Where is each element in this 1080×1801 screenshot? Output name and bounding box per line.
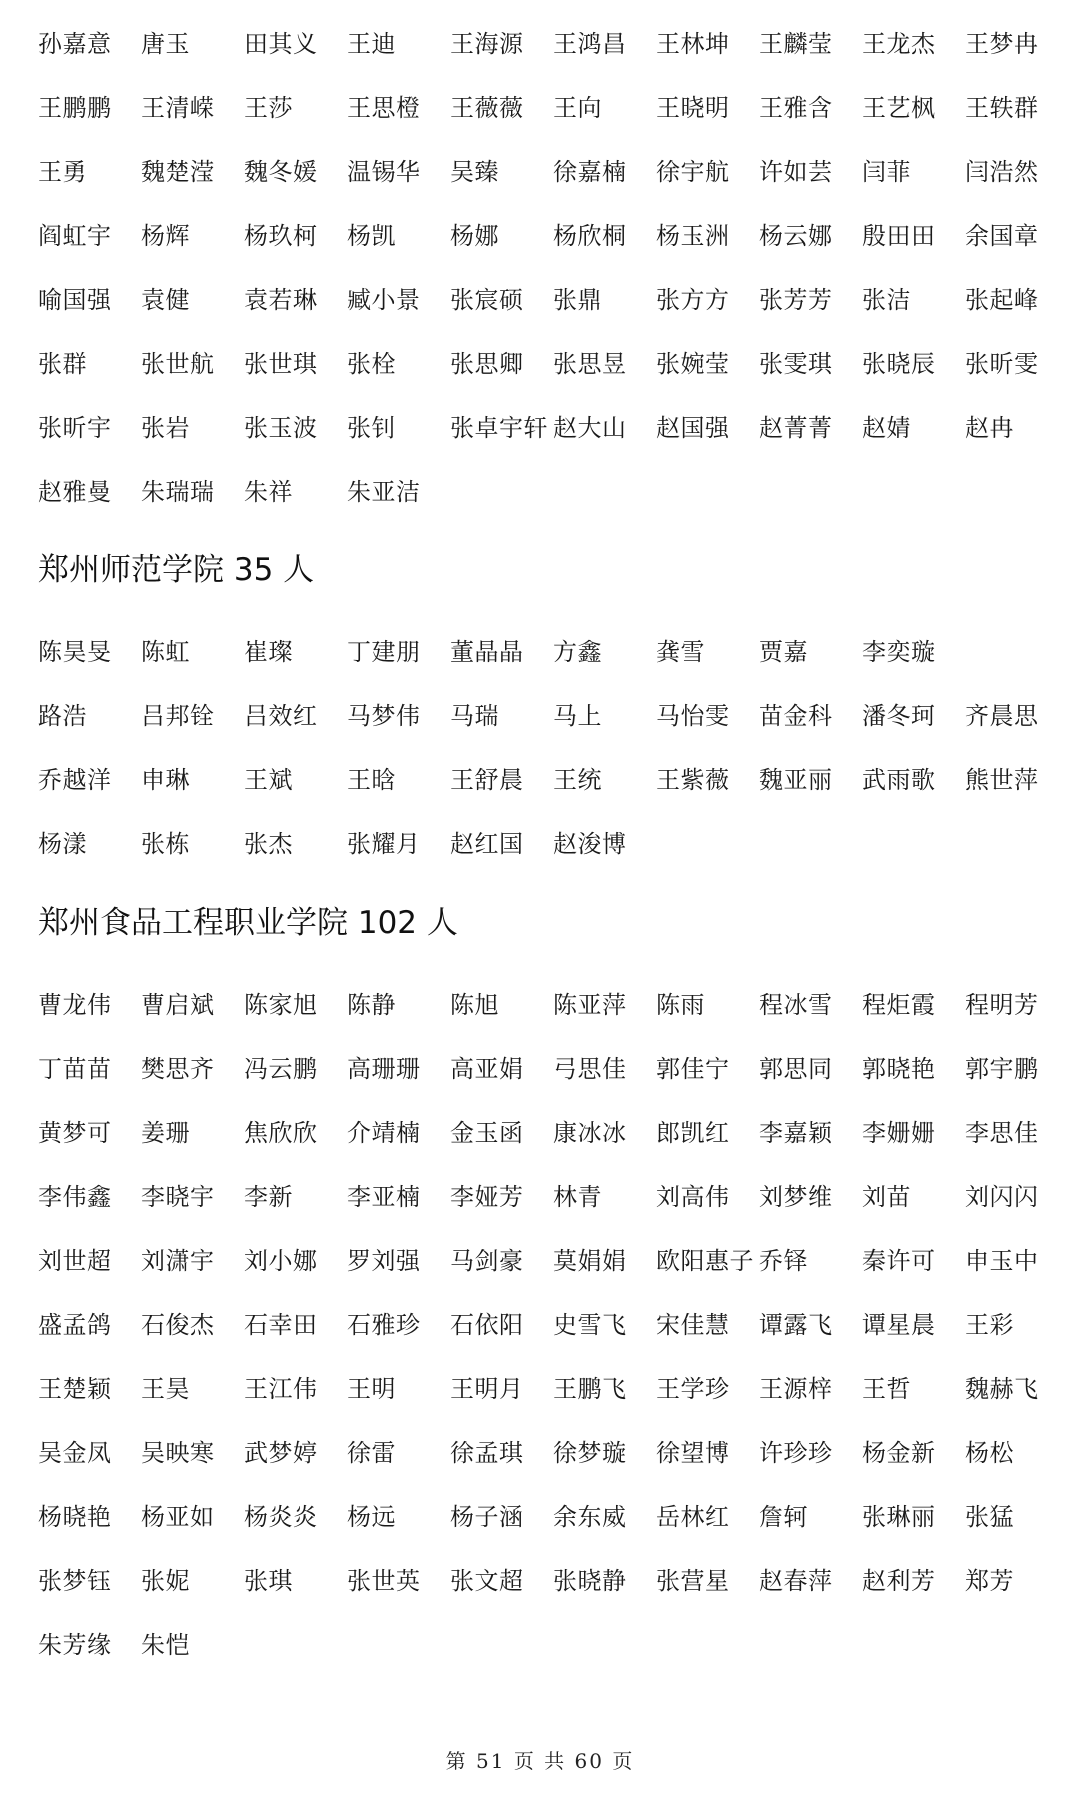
name-entry: 张宸硕: [450, 286, 524, 314]
name-entry: 石俊杰: [141, 1311, 215, 1339]
name-entry: 曹启斌: [141, 991, 215, 1019]
name-entry: 杨辉: [141, 222, 190, 250]
name-entry: 张猛: [965, 1503, 1014, 1531]
name-entry: 张琳丽: [862, 1503, 936, 1531]
name-entry: 郭思同: [759, 1055, 833, 1083]
name-entry: 乔越洋: [38, 766, 112, 794]
name-entry: 朱芳缘: [38, 1631, 112, 1659]
name-entry: 张钊: [347, 414, 396, 442]
name-entry: 许珍珍: [759, 1439, 833, 1467]
name-entry: 王龙杰: [862, 30, 936, 58]
name-entry: 张营星: [656, 1567, 730, 1595]
name-entry: 王海源: [450, 30, 524, 58]
name-entry: 王晗: [347, 766, 396, 794]
name-entry: 许如芸: [759, 158, 833, 186]
name-entry: 吕效红: [244, 702, 318, 730]
name-entry: 杨云娜: [759, 222, 833, 250]
name-entry: 赵春萍: [759, 1567, 833, 1595]
name-entry: 阎虹宇: [38, 222, 112, 250]
name-entry: 张洁: [862, 286, 911, 314]
name-entry: 张玉波: [244, 414, 318, 442]
name-entry: 张岩: [141, 414, 190, 442]
name-entry: 唐玉: [141, 30, 190, 58]
name-entry: 赵浚博: [553, 830, 627, 858]
name-entry: 赵红国: [450, 830, 524, 858]
name-entry: 冯云鹏: [244, 1055, 318, 1083]
name-entry: 陈昊旻: [38, 638, 112, 666]
name-entry: 王向: [553, 94, 602, 122]
name-entry: 杨玉洲: [656, 222, 730, 250]
name-entry: 李新: [244, 1183, 293, 1211]
name-entry: 苗金科: [759, 702, 833, 730]
name-entry: 杨晓艳: [38, 1503, 112, 1531]
name-entry: 李娅芳: [450, 1183, 524, 1211]
name-entry: 张世航: [141, 350, 215, 378]
name-entry: 赵菁菁: [759, 414, 833, 442]
name-entry: 赵雅曼: [38, 478, 112, 506]
name-entry: 张世琪: [244, 350, 318, 378]
name-entry: 陈亚萍: [553, 991, 627, 1019]
name-entry: 魏冬媛: [244, 158, 318, 186]
name-entry: 崔璨: [244, 638, 293, 666]
name-entry: 石雅珍: [347, 1311, 421, 1339]
name-entry: 朱亚洁: [347, 478, 421, 506]
name-entry: 张杰: [244, 830, 293, 858]
name-entry: 闫菲: [862, 158, 911, 186]
name-entry: 王雅含: [759, 94, 833, 122]
name-entry: 高亚娟: [450, 1055, 524, 1083]
name-entry: 秦许可: [862, 1247, 936, 1275]
name-entry: 王梦冉: [965, 30, 1039, 58]
name-entry: 郎凯红: [656, 1119, 730, 1147]
name-entry: 李姗姗: [862, 1119, 936, 1147]
name-list-zhengzhou-normal-university: [38, 620, 1068, 876]
name-entry: 陈虹: [141, 638, 190, 666]
name-entry: 喻国强: [38, 286, 112, 314]
name-entry: 王舒晨: [450, 766, 524, 794]
name-entry: 张卓宇轩: [450, 414, 548, 442]
name-entry: 杨亚如: [141, 1503, 215, 1531]
name-entry: 黄梦可: [38, 1119, 112, 1147]
name-entry: 张琪: [244, 1567, 293, 1595]
name-entry: 王楚颖: [38, 1375, 112, 1403]
name-entry: 赵利芳: [862, 1567, 936, 1595]
name-entry: 张方方: [656, 286, 730, 314]
name-entry: 王林坤: [656, 30, 730, 58]
name-entry: 董晶晶: [450, 638, 524, 666]
name-entry: 张芳芳: [759, 286, 833, 314]
name-entry: 弓思佳: [553, 1055, 627, 1083]
name-entry: 曹龙伟: [38, 991, 112, 1019]
name-entry: 臧小景: [347, 286, 421, 314]
name-entry: 王源梓: [759, 1375, 833, 1403]
name-entry: 程冰雪: [759, 991, 833, 1019]
name-entry: 王紫薇: [656, 766, 730, 794]
name-entry: 杨玖柯: [244, 222, 318, 250]
name-entry: 介靖楠: [347, 1119, 421, 1147]
name-entry: 朱恺: [141, 1631, 190, 1659]
name-entry: 张梦钰: [38, 1567, 112, 1595]
name-entry: 徐梦璇: [553, 1439, 627, 1467]
name-entry: 樊思齐: [141, 1055, 215, 1083]
name-entry: 张耀月: [347, 830, 421, 858]
name-entry: 马上: [553, 702, 602, 730]
name-entry: 王鸿昌: [553, 30, 627, 58]
name-entry: 郭晓艳: [862, 1055, 936, 1083]
name-entry: 程明芳: [965, 991, 1039, 1019]
name-entry: 赵婧: [862, 414, 911, 442]
name-entry: 徐孟琪: [450, 1439, 524, 1467]
name-entry: 王江伟: [244, 1375, 318, 1403]
name-entry: 郭宇鹏: [965, 1055, 1039, 1083]
name-entry: 王学珍: [656, 1375, 730, 1403]
name-entry: 林青: [553, 1183, 602, 1211]
name-entry: 魏亚丽: [759, 766, 833, 794]
name-entry: 李嘉颖: [759, 1119, 833, 1147]
name-entry: 张群: [38, 350, 87, 378]
name-entry: 温锡华: [347, 158, 421, 186]
name-entry: 刘潇宇: [141, 1247, 215, 1275]
name-entry: 盛孟鸽: [38, 1311, 112, 1339]
name-entry: 宋佳慧: [656, 1311, 730, 1339]
name-entry: 杨子涵: [450, 1503, 524, 1531]
name-entry: 吕邦铨: [141, 702, 215, 730]
name-entry: 王麟莹: [759, 30, 833, 58]
name-list-zhengzhou-food-engineering-college: [38, 973, 1068, 1677]
name-entry: 刘梦维: [759, 1183, 833, 1211]
name-entry: 刘世超: [38, 1247, 112, 1275]
name-entry: 王清嵘: [141, 94, 215, 122]
section-heading-zhengzhou-food-engineering-college: 郑州食品工程职业学院 102 人: [38, 905, 458, 941]
name-entry: 张栋: [141, 830, 190, 858]
name-entry: 杨炎炎: [244, 1503, 318, 1531]
name-entry: 徐嘉楠: [553, 158, 627, 186]
name-entry: 潘冬珂: [862, 702, 936, 730]
name-entry: 王晓明: [656, 94, 730, 122]
name-entry: 金玉函: [450, 1119, 524, 1147]
name-entry: 马梦伟: [347, 702, 421, 730]
name-entry: 高珊珊: [347, 1055, 421, 1083]
name-entry: 张世英: [347, 1567, 421, 1595]
name-entry: 袁健: [141, 286, 190, 314]
name-entry: 徐雷: [347, 1439, 396, 1467]
name-entry: 谭露飞: [759, 1311, 833, 1339]
name-entry: 刘苗: [862, 1183, 911, 1211]
name-entry: 袁若琳: [244, 286, 318, 314]
name-entry: 李亚楠: [347, 1183, 421, 1211]
name-entry: 杨娜: [450, 222, 499, 250]
name-entry: 龚雪: [656, 638, 705, 666]
name-entry: 张起峰: [965, 286, 1039, 314]
name-entry: 申琳: [141, 766, 190, 794]
name-entry: 康冰冰: [553, 1119, 627, 1147]
name-entry: 赵国强: [656, 414, 730, 442]
name-entry: 杨凯: [347, 222, 396, 250]
name-entry: 武雨歌: [862, 766, 936, 794]
name-entry: 张婉莹: [656, 350, 730, 378]
name-entry: 石幸田: [244, 1311, 318, 1339]
name-entry: 路浩: [38, 702, 87, 730]
name-entry: 李晓宇: [141, 1183, 215, 1211]
name-entry: 王思橙: [347, 94, 421, 122]
name-entry: 余国章: [965, 222, 1039, 250]
name-entry: 马怡雯: [656, 702, 730, 730]
name-entry: 杨松: [965, 1439, 1014, 1467]
name-entry: 赵大山: [553, 414, 627, 442]
name-entry: 王莎: [244, 94, 293, 122]
name-entry: 齐晨思: [965, 702, 1039, 730]
name-entry: 马瑞: [450, 702, 499, 730]
name-entry: 李思佳: [965, 1119, 1039, 1147]
name-entry: 莫娟娟: [553, 1247, 627, 1275]
name-entry: 魏赫飞: [965, 1375, 1039, 1403]
name-entry: 孙嘉意: [38, 30, 112, 58]
name-entry: 乔铎: [759, 1247, 808, 1275]
name-entry: 申玉中: [965, 1247, 1039, 1275]
name-entry: 罗刘强: [347, 1247, 421, 1275]
name-entry: 马剑豪: [450, 1247, 524, 1275]
name-entry: 朱祥: [244, 478, 293, 506]
name-entry: 王哲: [862, 1375, 911, 1403]
name-entry: 姜珊: [141, 1119, 190, 1147]
name-entry: 王鹏飞: [553, 1375, 627, 1403]
name-entry: 赵冉: [965, 414, 1014, 442]
name-entry: 朱瑞瑞: [141, 478, 215, 506]
name-entry: 张思卿: [450, 350, 524, 378]
name-entry: 郑芳: [965, 1567, 1014, 1595]
name-entry: 王勇: [38, 158, 87, 186]
name-entry: 余东威: [553, 1503, 627, 1531]
name-entry: 吴金凤: [38, 1439, 112, 1467]
name-entry: 王薇薇: [450, 94, 524, 122]
name-entry: 吴映寒: [141, 1439, 215, 1467]
name-entry: 杨欣桐: [553, 222, 627, 250]
name-entry: 徐宇航: [656, 158, 730, 186]
name-entry: 詹轲: [759, 1503, 808, 1531]
name-entry: 王迪: [347, 30, 396, 58]
name-entry: 谭星晨: [862, 1311, 936, 1339]
name-entry: 杨远: [347, 1503, 396, 1531]
name-entry: 殷田田: [862, 222, 936, 250]
name-entry: 刘小娜: [244, 1247, 318, 1275]
section-heading-zhengzhou-normal-university: 郑州师范学院 35 人: [38, 552, 315, 588]
name-entry: 王鹏鹏: [38, 94, 112, 122]
name-entry: 田其义: [244, 30, 318, 58]
name-entry: 张晓静: [553, 1567, 627, 1595]
name-entry: 欧阳惠子: [656, 1247, 754, 1275]
name-entry: 王明月: [450, 1375, 524, 1403]
name-entry: 张栓: [347, 350, 396, 378]
name-entry: 张鼎: [553, 286, 602, 314]
name-entry: 闫浩然: [965, 158, 1039, 186]
name-entry: 王明: [347, 1375, 396, 1403]
name-entry: 张昕雯: [965, 350, 1039, 378]
name-entry: 程炬霞: [862, 991, 936, 1019]
name-entry: 吴臻: [450, 158, 499, 186]
name-entry: 丁苗苗: [38, 1055, 112, 1083]
name-entry: 郭佳宁: [656, 1055, 730, 1083]
name-entry: 李奕璇: [862, 638, 936, 666]
name-entry: 张文超: [450, 1567, 524, 1595]
name-entry: 王昊: [141, 1375, 190, 1403]
name-entry: 杨漾: [38, 830, 87, 858]
name-entry: 王统: [553, 766, 602, 794]
page-number-footer: 第 51 页 共 60 页: [445, 1749, 635, 1773]
name-entry: 李伟鑫: [38, 1183, 112, 1211]
name-entry: 徐望博: [656, 1439, 730, 1467]
name-entry: 熊世萍: [965, 766, 1039, 794]
name-entry: 贾嘉: [759, 638, 808, 666]
name-entry: 刘闪闪: [965, 1183, 1039, 1211]
name-entry: 张晓辰: [862, 350, 936, 378]
name-entry: 王斌: [244, 766, 293, 794]
name-entry: 史雪飞: [553, 1311, 627, 1339]
name-entry: 张思昱: [553, 350, 627, 378]
name-entry: 陈雨: [656, 991, 705, 1019]
name-entry: 岳林红: [656, 1503, 730, 1531]
name-entry: 张昕宇: [38, 414, 112, 442]
name-entry: 石依阳: [450, 1311, 524, 1339]
name-entry: 焦欣欣: [244, 1119, 318, 1147]
name-list-continued: [38, 12, 1068, 524]
name-entry: 王彩: [965, 1311, 1014, 1339]
name-entry: 王艺枫: [862, 94, 936, 122]
name-entry: 方鑫: [553, 638, 602, 666]
name-entry: 武梦婷: [244, 1439, 318, 1467]
name-entry: 杨金新: [862, 1439, 936, 1467]
name-entry: 魏楚滢: [141, 158, 215, 186]
name-entry: 陈旭: [450, 991, 499, 1019]
name-entry: 王轶群: [965, 94, 1039, 122]
name-entry: 张雯琪: [759, 350, 833, 378]
name-entry: 刘高伟: [656, 1183, 730, 1211]
name-entry: 张妮: [141, 1567, 190, 1595]
name-entry: 陈家旭: [244, 991, 318, 1019]
name-entry: 陈静: [347, 991, 396, 1019]
name-entry: 丁建朋: [347, 638, 421, 666]
